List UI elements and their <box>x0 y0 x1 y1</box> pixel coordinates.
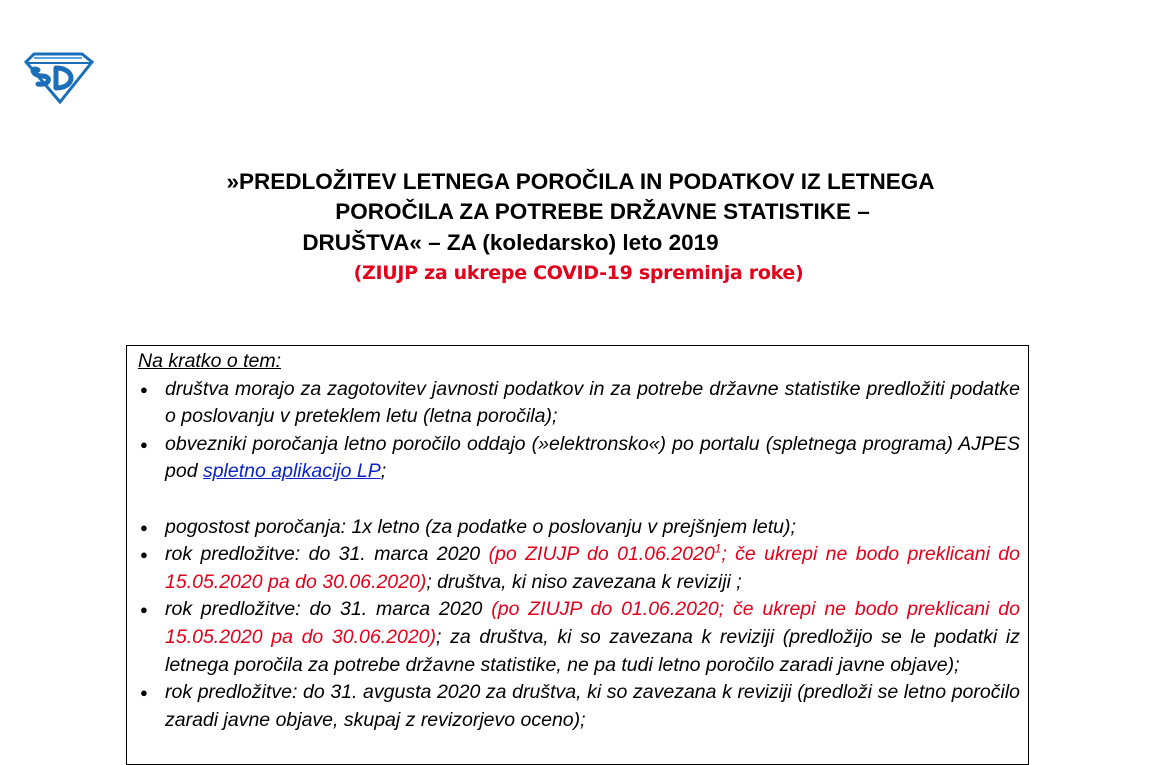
summary-box <box>126 345 1029 765</box>
summary-list <box>138 376 1020 735</box>
subtitle <box>0 262 1157 284</box>
title-line-3 <box>0 228 1157 258</box>
list-item-text: obvezniki poročanja letno poročilo oddajo (»elektronsko«) po portalu (spletnega programa) AJPES pod <box>165 432 1020 483</box>
deadline-change-text: (po ZIUJP do 01.06.2020 <box>488 543 715 566</box>
list-item <box>138 431 1020 486</box>
title-line-3-text: DRUŠTVA« – ZA (koledarsko) leto 2019 <box>302 230 719 255</box>
sd-logo <box>20 48 96 104</box>
subtitle-text: (ZIUJP za ukrepe COVID-19 spreminja roke) <box>353 262 804 284</box>
list-item <box>138 541 1020 596</box>
diamond-logo-icon <box>20 48 96 104</box>
list-item <box>138 679 1020 734</box>
bullet-icon: ● <box>140 685 148 701</box>
bullet-icon: ● <box>140 436 148 452</box>
deadline-change-text: (po ZIUJP do 01.06.2020; če ukrepi ne bodo preklicani do 15.05.2020 pa do 30.06.2020) <box>165 598 1020 648</box>
list-item-text: pogostost poročanja: 1x letno (za podatke o poslovanju v prejšnjem letu); <box>165 515 796 538</box>
list-item-text: rok predložitve: do 31. avgusta 2020 za društva, ki so zavezana k reviziji (predloži se letno poročilo zaradi javne objave, skupaj z revizorjevo oceno); <box>165 681 1020 731</box>
deadline-change-text-2: ; če ukrepi ne bodo preklicani do 15.05.2020 pa do 30.06.2020) <box>165 543 1021 593</box>
title-line-1: »PREDLOŽITEV LETNEGA POROČILA IN PODATKOV IZ LETNEGA <box>226 169 935 194</box>
list-item-text-end: ; društva, ki niso zavezana k reviziji ; <box>426 570 742 593</box>
summary-heading: Na kratko o tem: <box>138 350 282 372</box>
spacer <box>138 486 1020 514</box>
list-item <box>138 596 1020 679</box>
list-item-text-end: ; <box>380 460 387 483</box>
lp-application-link[interactable]: spletno aplikacijo LP <box>202 460 381 483</box>
list-item <box>138 376 1020 431</box>
bullet-icon: ● <box>140 602 148 618</box>
list-item-text: rok predložitve: do 31. marca 2020 <box>165 543 489 566</box>
list-item <box>138 514 1020 542</box>
bullet-icon: ● <box>140 547 148 563</box>
title-line-2: POROČILA ZA POTREBE DRŽAVNE STATISTIKE – <box>335 199 870 224</box>
footnote-ref[interactable]: 1 <box>714 541 722 556</box>
list-item-text: društva morajo za zagotovitev javnosti podatkov in za potrebe državne statistike predložiti podatke o poslovanju v preteklem letu (letna poročila); <box>165 377 1020 428</box>
list-item-text: rok predložitve: do 31. marca 2020 <box>165 598 492 621</box>
bullet-icon: ● <box>140 519 148 535</box>
list-item-text-end: ; za društva, ki so zavezana k reviziji (predložijo se le podatki iz letnega poročila za potrebe državne statistike, ne pa tudi letno poročilo zaradi javne objave); <box>165 625 1020 676</box>
bullet-icon: ● <box>140 381 148 397</box>
